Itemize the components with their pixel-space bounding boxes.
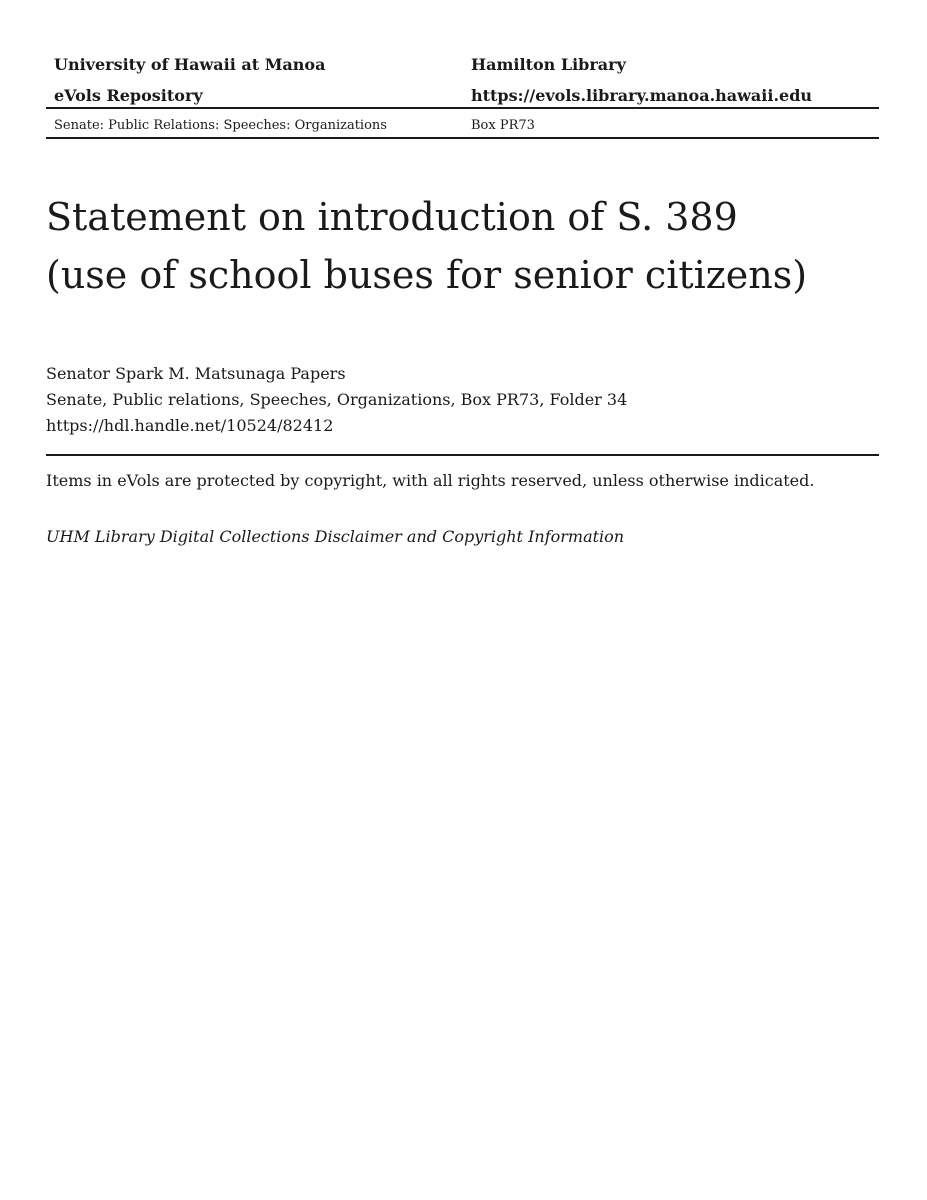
document-title <box>46 188 879 304</box>
title-line-2: (use of school buses for senior citizens) <box>46 253 808 297</box>
rights-statement: Items in eVols are protected by copyright, with all rights reserved, unless otherwise indicated. <box>46 471 815 490</box>
box-label: Box PR73 <box>471 118 535 133</box>
handle-url: https://hdl.handle.net/10524/82412 <box>46 416 334 435</box>
subheader-divider <box>46 137 879 139</box>
collection-path: Senate: Public Relations: Speeches: Organizations <box>54 118 387 133</box>
cover-page <box>46 0 879 546</box>
library-url: https://evols.library.manoa.hawaii.edu <box>471 86 813 105</box>
institution-name: University of Hawaii at Manoa <box>54 55 326 74</box>
disclaimer-link[interactable]: UHM Library Digital Collections Disclaimer and Copyright Information <box>46 527 625 546</box>
collection-name: Senator Spark M. Matsunaga Papers <box>46 364 346 383</box>
library-name: Hamilton Library <box>471 55 626 74</box>
header-divider <box>46 107 879 109</box>
repository-name: eVols Repository <box>54 86 203 105</box>
folder-location: Senate, Public relations, Speeches, Organizations, Box PR73, Folder 34 <box>46 390 628 409</box>
title-line-1: Statement on introduction of S. 389 <box>46 195 738 239</box>
footer-divider <box>46 454 879 456</box>
document-metadata <box>46 361 627 439</box>
header-table <box>46 53 879 139</box>
